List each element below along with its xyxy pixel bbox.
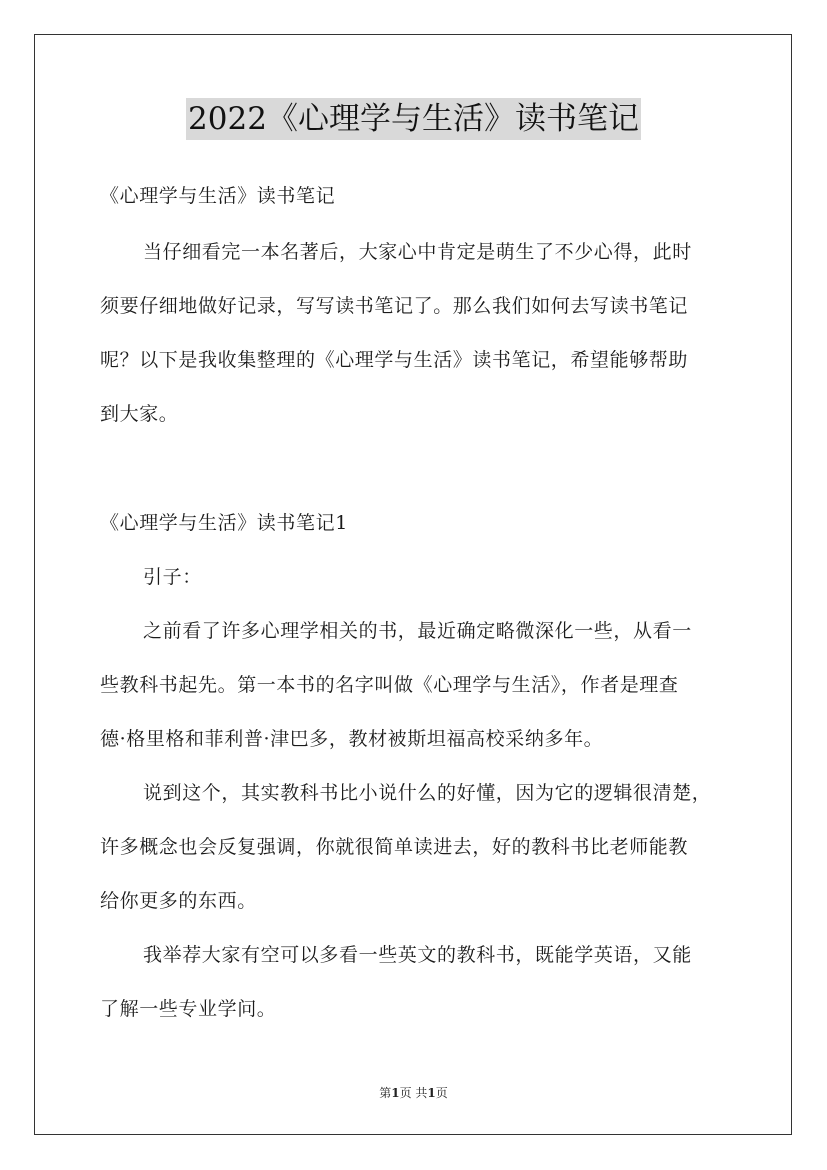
paragraph-line: 许多概念也会反复强调，你就很简单读进去，好的教科书比老师能教 bbox=[100, 836, 689, 858]
paragraph-line: 到大家。 bbox=[100, 403, 179, 425]
title-container bbox=[0, 98, 827, 140]
section-heading: 《心理学与生活》读书笔记 bbox=[100, 185, 336, 207]
paragraph-line: 须要仔细地做好记录，写写读书笔记了。那么我们如何去写读书笔记 bbox=[100, 295, 689, 317]
page-number: 1 bbox=[391, 1086, 400, 1100]
paragraph-line: 引子： bbox=[143, 566, 202, 588]
section-heading: 《心理学与生活》读书笔记1 bbox=[100, 512, 348, 534]
footer-prefix: 第 bbox=[379, 1086, 392, 1100]
paragraph-line: 我举荐大家有空可以多看一些英文的教科书，既能学英语，又能 bbox=[143, 944, 692, 966]
paragraph-line: 些教科书起先。第一本书的名字叫做《心理学与生活》，作者是理查 bbox=[100, 674, 679, 696]
footer-mid: 页 共 bbox=[399, 1086, 428, 1100]
footer-suffix: 页 bbox=[435, 1086, 448, 1100]
paragraph-line: 给你更多的东西。 bbox=[100, 890, 257, 912]
paragraph-line: 呢？以下是我收集整理的《心理学与生活》读书笔记，希望能够帮助 bbox=[100, 349, 689, 371]
document-title: 2022《心理学与生活》读书笔记 bbox=[186, 98, 641, 140]
paragraph-line: 当仔细看完一本名著后，大家心中肯定是萌生了不少心得，此时 bbox=[143, 241, 692, 263]
paragraph-line: 德·格里格和菲利普·津巴多，教材被斯坦福高校采纳多年。 bbox=[100, 728, 604, 750]
paragraph-line: 之前看了许多心理学相关的书，最近确定略微深化一些，从看一 bbox=[143, 620, 692, 642]
paragraph-line: 说到这个，其实教科书比小说什么的好懂，因为它的逻辑很清楚， bbox=[143, 782, 712, 804]
paragraph-line: 了解一些专业学问。 bbox=[100, 998, 277, 1020]
page-total: 1 bbox=[427, 1086, 436, 1100]
page-footer bbox=[0, 1084, 827, 1101]
